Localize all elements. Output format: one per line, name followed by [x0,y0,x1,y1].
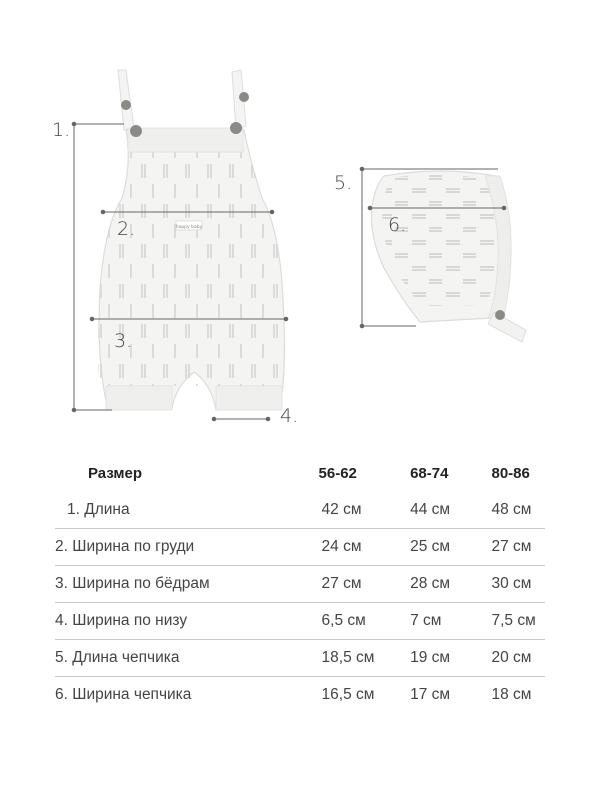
romper-leg-cuff-right [216,386,282,410]
romper-button [230,122,242,134]
size-header-label: Размер [88,464,143,482]
table-row [55,677,545,714]
cell-value: 28 см [410,566,491,603]
measure-end-dot [266,417,270,421]
measure-end-dot [72,408,76,412]
cell-value: 18 см [491,686,532,703]
cell-value: 30 см [491,566,545,603]
row-label: 6. Ширина чепчика [55,686,192,703]
measure-end-dot [284,317,288,321]
bonnet-illustration [372,171,526,342]
measure-end-dot [360,167,364,171]
table-row [55,640,545,677]
cell-value: 6,5 см [319,603,411,640]
cell-value: 7 см [410,603,491,640]
size-header-80-86: 80-86 [491,464,530,482]
measure-end-dot [502,206,506,210]
romper-button [239,92,249,102]
size-header-56-62: 56-62 [318,464,357,482]
marker-length: 1. [52,119,71,141]
row-label: 2. Ширина по груди [55,529,319,566]
row-label: 4. Ширина по низу [55,603,319,640]
measure-end-dot [212,417,216,421]
bonnet-button [495,310,505,320]
cell-value: 17 см [410,686,451,703]
table-row [55,529,545,566]
measure-end-dot [101,210,105,214]
measure-end-dot [90,317,94,321]
marker-bonnet-length: 5. [334,172,353,194]
marker-chest-width: 2. [117,218,136,240]
size-table [55,454,545,713]
table-row [55,566,545,603]
cell-value: 24 см [319,529,411,566]
measure-end-dot [368,206,372,210]
row-label: 1. Длина [55,492,319,529]
cell-value: 18,5 см [319,640,411,677]
romper-illustration [98,70,284,410]
table-row [55,492,545,529]
marker-hip-width: 3. [114,330,133,352]
marker-hem-width: 4. [280,405,299,427]
cell-value: 27 см [319,566,411,603]
romper-button [121,100,131,110]
bonnet-strap [488,312,526,342]
table-row [55,603,545,640]
cell-value: 7,5 см [491,603,545,640]
romper-leg-cuff-left [106,386,172,410]
marker-bonnet-width: 6. [388,214,407,236]
row-label: 3. Ширина по бёдрам [55,566,319,603]
cell-value: 19 см [410,640,491,677]
size-header-68-74: 68-74 [410,464,449,482]
romper-bib-band [128,128,243,152]
size-table-header [55,454,545,492]
cell-value: 44 см [410,492,491,529]
measure-end-dot [360,324,364,328]
romper-button [130,125,142,137]
measure-end-dot [72,122,76,126]
cell-value: 27 см [491,529,545,566]
row-label: 5. Длина чепчика [55,640,319,677]
measure-end-dot [270,210,274,214]
brand-tag-text: happy baby [175,225,203,230]
cell-value: 16,5 см [321,686,375,703]
cell-value: 20 см [491,640,545,677]
cell-value: 42 см [319,492,411,529]
cell-value: 25 см [410,529,491,566]
cell-value: 48 см [491,492,545,529]
